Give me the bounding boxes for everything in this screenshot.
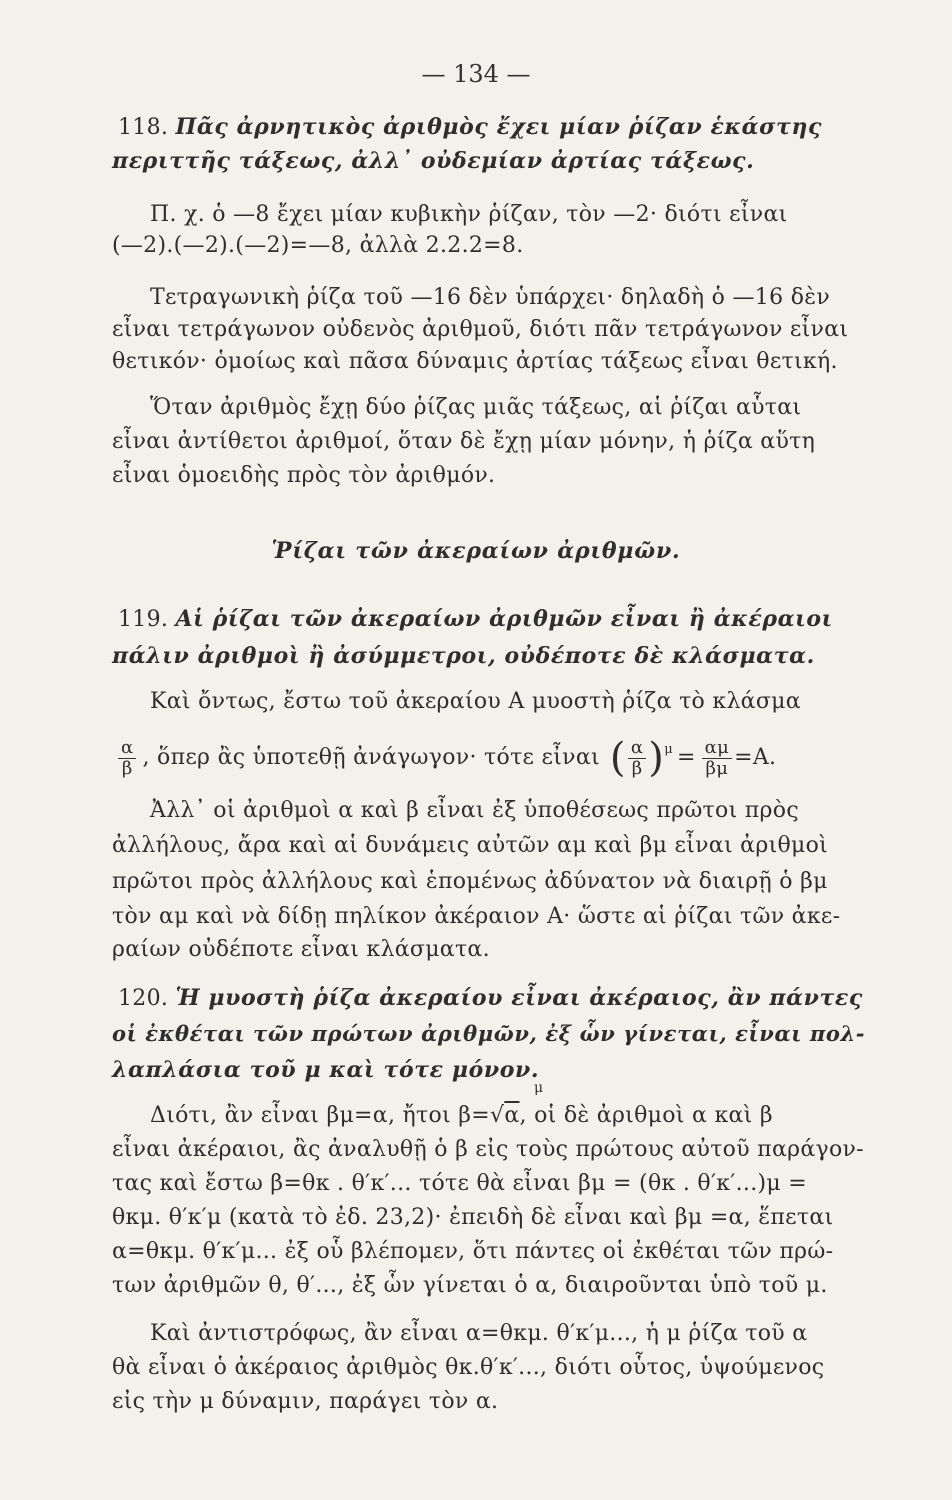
p120-line-1: [150, 1102, 877, 1130]
section-heading: Ῥίζαι τῶν ἀκεραίων ἀριθμῶν.: [271, 538, 681, 564]
power-exponent: μ: [664, 742, 673, 757]
paren-fraction-numerator: α: [628, 738, 646, 759]
rhs-end: =Α.: [734, 745, 777, 770]
p118-square-line-3: θετικόν· ὁμοίως καὶ πᾶσα δύναμις ἀρτίας τάξεως εἶναι θετική.: [112, 349, 838, 374]
p119-line-7: ραίων οὐδέποτε εἶναι κλάσματα.: [112, 937, 490, 962]
p120-line-2: εἶναι ἀκέραιοι, ἂς ἀναλυθῇ ὁ β εἰς τοὺς πρώτους αὐτοῦ παράγον-: [112, 1137, 864, 1162]
p118-two-roots-line-3: εἶναι ὁμοειδὴς πρὸς τὸν ἀριθμόν.: [112, 463, 496, 488]
p118-two-roots-line-2: εἶναι ἀντίθετοι ἀριθμοί, ὅταν δὲ ἔχῃ μίαν μόνην, ἡ ῥίζα αὕτη: [112, 429, 816, 454]
rhs-fraction: [702, 738, 732, 779]
p120-line-3: τας καὶ ἔστω β=θκ . θ′κ′... τότε θὰ εἶναι βμ = (θκ . θ′κ′...)μ =: [112, 1171, 807, 1196]
p118-statement-1: Πᾶς ἀρνητικὸς ἀριθμὸς ἔχει μίαν ῥίζαν ἑκάστης: [175, 114, 822, 140]
rhs-denominator: βμ: [705, 757, 729, 779]
p119-equation-text: , ὅπερ ἂς ὑποτεθῇ ἀνάγωγον· τότε εἶναι: [142, 745, 600, 770]
p118-square-line-2: εἶναι τετράγωνον οὐδενὸς ἀριθμοῦ, διότι πᾶν τετράγωνον εἶναι: [112, 317, 849, 342]
p118-statement-line-1: [112, 113, 877, 142]
p119-statement-1: Αἱ ῥίζαι τῶν ἀκεραίων ἀριθμῶν εἶναι ἢ ἀκέραιοι: [175, 606, 833, 632]
p120-line-1a: Διότι, ἂν εἶναι βμ=α, ἤτοι β=: [150, 1103, 490, 1128]
p118-example-line-1: Π. χ. ὁ —8 ἔχει μίαν κυβικὴν ῥίζαν, τὸν —2· διότι εἶναι: [150, 202, 788, 227]
p119-line-3: Ἀλλ᾽ οἱ ἀριθμοὶ α καὶ β εἶναι ἐξ ὑποθέσεως πρῶτοι πρὸς: [150, 798, 799, 823]
p118-example-line-2: (—2).(—2).(—2)=—8, ἀλλὰ 2.2.2=8.: [112, 233, 524, 258]
p119-line-5: πρῶτοι πρὸς ἀλλήλους καὶ ἑπομένως ἀδύνατον νὰ διαιρῇ ὁ βμ: [112, 869, 828, 894]
paren-fraction: [628, 738, 646, 779]
p120-statement-1: Ἡ μυοστὴ ῥίζα ἀκεραίου εἶναι ἀκέραιος, ἂν πάντες: [175, 985, 863, 1011]
p120-line-4: θκμ. θ′κ′μ (κατὰ τὸ ἐδ. 23,2)· ἐπειδὴ δὲ εἶναι καὶ βμ =α, ἕπεται: [112, 1205, 834, 1230]
paren-fraction-denominator: β: [631, 757, 643, 779]
alpha-over-beta-fraction: [118, 738, 136, 779]
p120-line-5: α=θκμ. θ′κ′μ... ἐξ οὗ βλέπομεν, ὅτι πάντες οἱ ἐκθέται τῶν πρώ-: [112, 1239, 834, 1264]
p119-equation-line: $\frac{\alpha}{\beta}$ , ὅπερ ἂς ὑποτεθῇ ἀνάγωγον· τότε εἶναι ( $\frac{\alpha}{\beta}$ ) $^\mu$ = $\frac{\alpha\mu}{\beta\mu}$ =Α.: [112, 728, 877, 788]
p120-line-7: Καὶ ἀντιστρόφως, ἂν εἶναι α=θκμ. θ′κ′μ..., ἡ μ ῥίζα τοῦ α: [150, 1321, 808, 1346]
p120-label: 120.: [118, 986, 169, 1011]
p118-square-line-1: Τετραγωνικὴ ῥίζα τοῦ —16 δὲν ὑπάρχει· δηλαδὴ ὁ —16 δὲν: [150, 285, 831, 310]
p120-line-9: εἰς τὴν μ δύναμιν, παράγει τὸν α.: [112, 1389, 499, 1414]
radical-sign: √: [490, 1103, 505, 1128]
rhs-numerator: αμ: [702, 738, 732, 759]
fraction-denominator: β: [121, 757, 133, 779]
p120-line-8: θὰ εἶναι ὁ ἀκέραιος ἀριθμὸς θκ.θ′κ′..., διότι οὗτος, ὑψούμενος: [112, 1355, 825, 1380]
p119-line-4: ἀλλήλους, ἄρα καὶ αἱ δυνάμεις αὐτῶν αμ καὶ βμ εἶναι ἀριθμοὶ: [112, 833, 829, 858]
p119-statement-line-1: [112, 605, 877, 634]
p118-statement-line-2: περιττῆς τάξεως, ἀλλ᾽ οὐδεμίαν ἀρτίας τάξεως.: [112, 148, 755, 174]
fraction-numerator: α: [118, 738, 136, 759]
radicand: α: [504, 1103, 520, 1128]
p118-two-roots-line-1: Ὅταν ἀριθμὸς ἔχῃ δύο ῥίζας μιᾶς τάξεως, αἱ ῥίζαι αὗται: [150, 395, 802, 420]
p119-line-1: Καὶ ὄντως, ἔστω τοῦ ἀκεραίου Α μυοστὴ ῥίζα τὸ κλάσμα: [150, 689, 801, 714]
p120-line-1b: , οἱ δὲ ἀριθμοὶ α καὶ β: [519, 1103, 773, 1128]
p119-label: 119.: [118, 607, 169, 632]
p119-line-6: τὸν αμ καὶ νὰ δίδῃ πηλίκον ἀκέραιον Α· ὥστε αἱ ῥίζαι τῶν ἀκε-: [112, 904, 841, 929]
p118-label: 118.: [118, 115, 169, 140]
p120-statement-line-1: [112, 984, 877, 1013]
root-index: μ: [534, 1080, 544, 1096]
p120-statement-line-2: οἱ ἐκθέται τῶν πρώτων ἀριθμῶν, ἐξ ὧν γίνεται, εἶναι πολ-: [112, 1021, 866, 1046]
page-number: — 134 —: [421, 60, 531, 88]
p119-statement-line-2: πάλιν ἀριθμοὶ ἢ ἀσύμμετροι, οὐδέποτε δὲ κλάσματα.: [112, 643, 815, 669]
p120-statement-line-3: λαπλάσια τοῦ μ καὶ τότε μόνον.: [112, 1057, 540, 1083]
p120-line-6: των ἀριθμῶν θ, θ′..., ἐξ ὧν γίνεται ὁ α, διαιροῦνται ὑπὸ τοῦ μ.: [112, 1273, 828, 1298]
